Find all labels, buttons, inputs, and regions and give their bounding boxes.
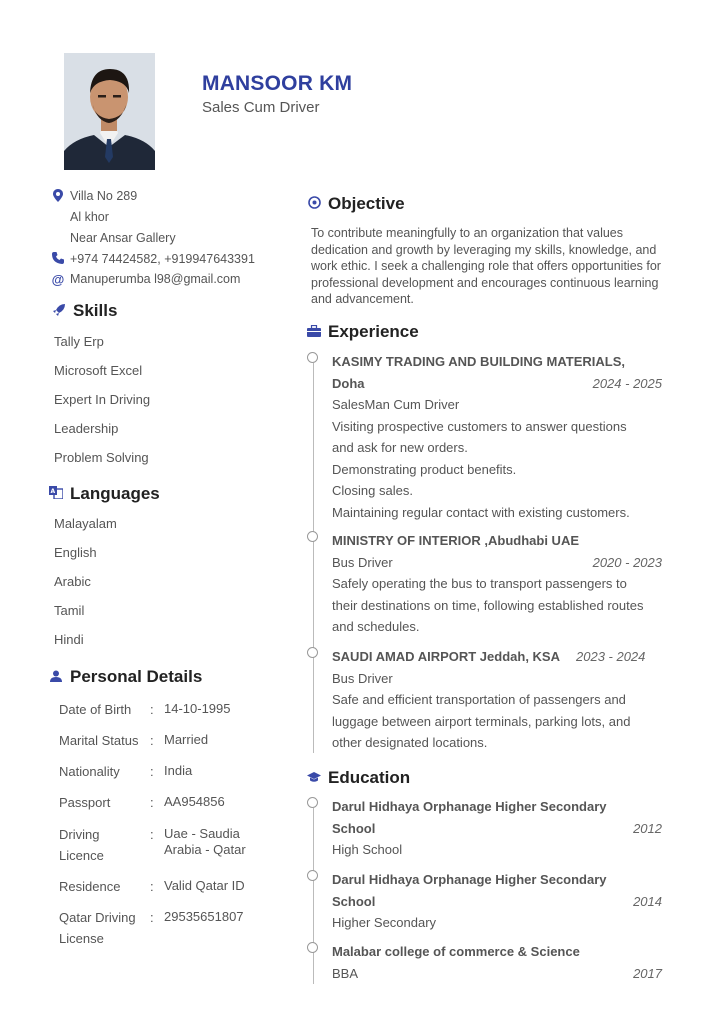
contact-address xyxy=(50,189,176,252)
personal-row: Date of Birth : 14-10-1995 xyxy=(59,699,264,720)
experience-entry xyxy=(332,530,662,638)
job-detail: Visiting prospective customers to answer questions xyxy=(332,418,627,434)
personal-label: Marital Status xyxy=(59,733,139,748)
job-detail: Safely operating the bus to transport passengers to xyxy=(332,576,627,591)
timeline-dot xyxy=(307,797,318,808)
experience-entry xyxy=(332,351,662,523)
education-entry xyxy=(332,941,662,984)
language-item: Tamil xyxy=(54,603,85,618)
language-item: English xyxy=(54,545,97,560)
degree: Higher Secondary xyxy=(332,915,437,930)
phone-icon xyxy=(50,252,66,267)
school-name-cont: School xyxy=(332,820,376,836)
degree: High School xyxy=(332,842,403,857)
address-line: Near Ansar Gallery xyxy=(70,231,176,245)
job-detail: Closing sales. xyxy=(332,483,413,498)
school-name: Malabar college of commerce & Science xyxy=(332,944,580,959)
personal-row: Qatar Driving License : 29535651807 xyxy=(59,907,264,949)
svg-text:A: A xyxy=(50,488,56,495)
personal-details-heading xyxy=(47,667,202,687)
rocket-icon xyxy=(50,303,68,320)
personal-value: AA954856 xyxy=(164,794,225,809)
education-entry xyxy=(332,869,662,934)
candidate-role: Sales Cum Driver xyxy=(202,99,320,116)
skill-item: Leadership xyxy=(54,421,119,436)
experience-timeline xyxy=(313,363,314,753)
experience-title: Experience xyxy=(328,322,419,341)
objective-title: Objective xyxy=(328,194,405,213)
phone-numbers: +974 74424582, +919947643391 xyxy=(70,252,255,266)
job-position: SalesMan Cum Driver xyxy=(332,397,460,412)
job-detail: Safe and efficient transportation of passengers and xyxy=(332,692,626,707)
job-detail: their destinations on time, following established routes xyxy=(332,597,644,613)
contact-email xyxy=(50,272,240,287)
personal-row: Passport : AA954856 xyxy=(59,792,264,813)
job-detail: and ask for new orders. xyxy=(332,440,468,455)
languages-title: Languages xyxy=(70,484,160,503)
experience-entry xyxy=(332,646,662,754)
skills-title: Skills xyxy=(73,301,118,320)
objective-heading xyxy=(305,194,405,214)
personal-value: India xyxy=(164,763,193,778)
translate-icon xyxy=(47,486,65,502)
language-item: Arabic xyxy=(54,574,91,589)
at-icon: @ xyxy=(51,272,65,287)
personal-label: Qatar Driving License xyxy=(59,910,136,946)
job-position: Bus Driver xyxy=(332,554,393,570)
email-address[interactable]: Manuperumba l98@gmail.com xyxy=(70,272,241,286)
personal-row: Residence : Valid Qatar ID xyxy=(59,876,264,897)
experience-date: 2020 - 2023 xyxy=(592,554,662,570)
employer-name: MINISTRY OF INTERIOR ,Abudhabi UAE xyxy=(332,533,579,548)
person-icon xyxy=(64,53,155,170)
employer-location: Doha xyxy=(332,375,365,391)
language-item: Hindi xyxy=(54,632,84,647)
job-detail: luggage between airport terminals, parking lots, and xyxy=(332,713,631,729)
education-title: Education xyxy=(328,768,411,787)
timeline-dot xyxy=(307,647,318,658)
personal-label: Date of Birth xyxy=(59,702,132,717)
degree: BBA xyxy=(332,965,359,981)
personal-label: Residence xyxy=(59,879,121,894)
school-name: Darul Hidhaya Orphanage Higher Secondary xyxy=(332,872,607,887)
profile-photo xyxy=(64,53,155,170)
timeline-dot xyxy=(307,352,318,363)
personal-row: Driving Licence : Uae - Saudia Arabia - Qatar xyxy=(59,824,264,866)
school-name-cont: School xyxy=(332,893,376,909)
experience-date: 2024 - 2025 xyxy=(592,375,662,391)
personal-value: 14-10-1995 xyxy=(164,701,231,716)
language-item: Malayalam xyxy=(54,516,117,531)
job-detail: Maintaining regular contact with existing customers. xyxy=(332,504,630,520)
graduation-cap-icon xyxy=(305,771,323,786)
candidate-name: MANSOOR KM xyxy=(202,72,353,95)
skills-heading xyxy=(50,301,117,321)
education-heading xyxy=(305,768,410,788)
school-name: Darul Hidhaya Orphanage Higher Secondary xyxy=(332,799,607,814)
address-line: Al khor xyxy=(70,210,109,224)
employer-name: KASIMY TRADING AND BUILDING MATERIALS, xyxy=(332,354,625,369)
experience-date: 2023 - 2024 xyxy=(576,649,646,664)
personal-label: Driving Licence xyxy=(59,827,104,863)
personal-value: 29535651807 xyxy=(164,909,244,924)
timeline-dot xyxy=(307,870,318,881)
job-position: Bus Driver xyxy=(332,670,393,686)
contact-phone xyxy=(50,252,255,267)
skill-item: Expert In Driving xyxy=(54,392,151,407)
location-pin-icon xyxy=(50,189,66,205)
job-detail: and schedules. xyxy=(332,619,420,634)
personal-value: Married xyxy=(164,732,209,747)
target-icon xyxy=(305,196,323,212)
skill-item: Microsoft Excel xyxy=(54,363,143,378)
education-entry xyxy=(332,796,662,861)
personal-label: Nationality xyxy=(59,764,120,779)
address-line: Villa No 289 xyxy=(70,189,138,203)
timeline-dot xyxy=(307,942,318,953)
objective-text: To contribute meaningfully to an organization that values dedication and growth by leveraging my skills, knowledge, and work ethic. I seek a challenging role that offers opportunities for professional development and encourages continuous learning and advancement. xyxy=(311,226,661,306)
personal-row: Marital Status : Married xyxy=(59,730,264,751)
personal-row: Nationality : India xyxy=(59,761,264,782)
personal-details-title: Personal Details xyxy=(70,667,203,686)
timeline-dot xyxy=(307,531,318,542)
job-detail: Demonstrating product benefits. xyxy=(332,461,517,477)
education-year: 2014 xyxy=(633,893,662,909)
personal-label: Passport xyxy=(59,795,111,810)
skill-item: Tally Erp xyxy=(54,334,104,349)
skill-item: Problem Solving xyxy=(54,450,149,465)
user-icon xyxy=(47,670,65,685)
personal-value: Uae - Saudia Arabia - Qatar xyxy=(164,826,246,857)
languages-heading xyxy=(47,484,160,504)
experience-heading xyxy=(305,322,419,342)
briefcase-icon xyxy=(305,325,323,340)
education-timeline xyxy=(313,808,314,984)
employer-name: SAUDI AMAD AIRPORT Jeddah, KSA xyxy=(332,649,560,664)
education-year: 2017 xyxy=(633,965,662,981)
job-detail: other designated locations. xyxy=(332,735,488,750)
education-year: 2012 xyxy=(633,820,662,836)
personal-value: Valid Qatar ID xyxy=(164,878,245,893)
